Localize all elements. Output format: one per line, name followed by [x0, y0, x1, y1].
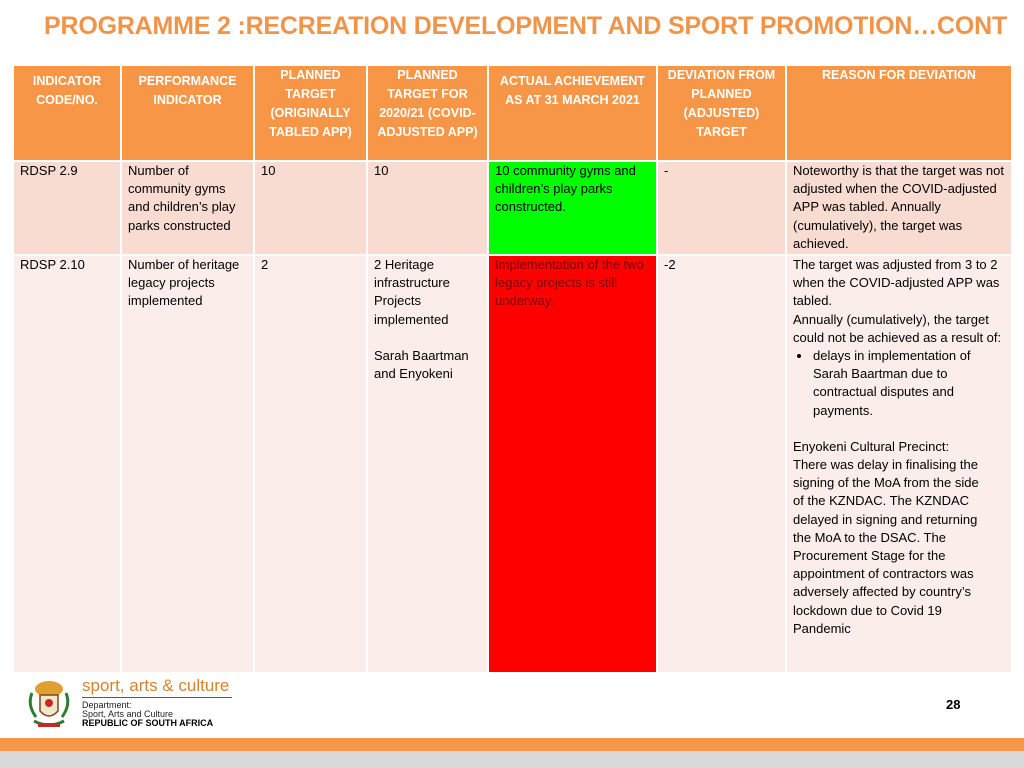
cell-reason	[786, 255, 1012, 673]
cell-code: RDSP 2.10	[13, 255, 121, 673]
cell-reason: Noteworthy is that the target was not adjusted when the COVID-adjusted APP was tabled. Annually (cumulatively), the target was achieved.	[786, 161, 1012, 255]
footer-orange-bar	[0, 738, 1024, 751]
brand-name: sport, arts & culture	[82, 676, 230, 695]
table-row	[13, 161, 1012, 255]
reason-enyokeni: Enyokeni Cultural Precinct: There was delay in finalising the signing of the MoA from the side of the KZNDAC. The KZNDAC delayed in signing and returning the MoA to the DSAC. The Procurement Stage for the appointment of contractors was adversely affected by country’s lockdown due to Covid 19 Pandemic	[793, 438, 979, 636]
cell-actual-achieved: 10 community gyms and children’s play parks constructed.	[488, 161, 657, 255]
department-name: Sport, Arts and Culture	[82, 709, 174, 719]
header-deviation: DEVIATION FROM PLANNED (ADJUSTED) TARGET	[657, 65, 786, 161]
cell-indicator: Number of heritage legacy projects implemented	[121, 255, 254, 673]
header-indicator-code: INDICATOR CODE/NO.	[13, 65, 121, 161]
header-reason: REASON FOR DEVIATION	[786, 65, 1012, 161]
table-row	[13, 255, 1012, 673]
cell-planned-original: 2	[254, 255, 367, 673]
cell-deviation: -2	[657, 255, 786, 673]
header-performance-indicator: PERFORMANCE INDICATOR	[121, 65, 254, 161]
header-planned-target-original: PLANNED TARGET (ORIGINALLY TABLED APP)	[254, 65, 367, 161]
actual-text: Implementation of the two legacy projects is still underway.	[495, 257, 644, 309]
cell-planned-adjusted	[367, 255, 488, 673]
performance-table	[12, 64, 1013, 674]
planned-adjusted-note: Sarah Baartman and Enyokeni	[374, 347, 469, 382]
coat-of-arms-icon	[24, 673, 74, 731]
cell-actual-not-achieved	[488, 255, 657, 673]
reason-annual: Annually (cumulatively), the target could not be achieved as a result of:	[793, 311, 1002, 345]
planned-adjusted-text: 2 Heritage infrastructure Projects implemented	[374, 257, 450, 327]
cell-planned-original: 10	[254, 161, 367, 255]
cell-planned-adjusted: 10	[367, 161, 488, 255]
cell-indicator: Number of community gyms and children’s play parks constructed	[121, 161, 254, 255]
reason-intro: The target was adjusted from 3 to 2 when the COVID-adjusted APP was tabled.	[793, 257, 1000, 309]
cell-code: RDSP 2.9	[13, 161, 121, 255]
reason-bullet-list	[793, 347, 1005, 420]
page-title: PROGRAMME 2 :RECREATION DEVELOPMENT AND SPORT PROMOTION…CONT	[44, 12, 1008, 40]
footer-grey-bar	[0, 751, 1024, 768]
reason-bullet: • delays in implementation of Sarah Baartman due to contractual disputes and payments.	[812, 347, 1005, 420]
country-name: REPUBLIC OF SOUTH AFRICA	[82, 718, 214, 728]
cell-deviation: -	[657, 161, 786, 255]
header-planned-target-adjusted: PLANNED TARGET FOR 2020/21 (COVID-ADJUSTED APP)	[367, 65, 488, 161]
brand-divider	[82, 697, 232, 698]
page-number: 28	[946, 697, 961, 712]
table-header-row	[13, 65, 1012, 161]
header-actual-achievement: ACTUAL ACHIEVEMENT AS AT 31 MARCH 2021	[488, 65, 657, 161]
department-label: Department:	[82, 700, 132, 710]
